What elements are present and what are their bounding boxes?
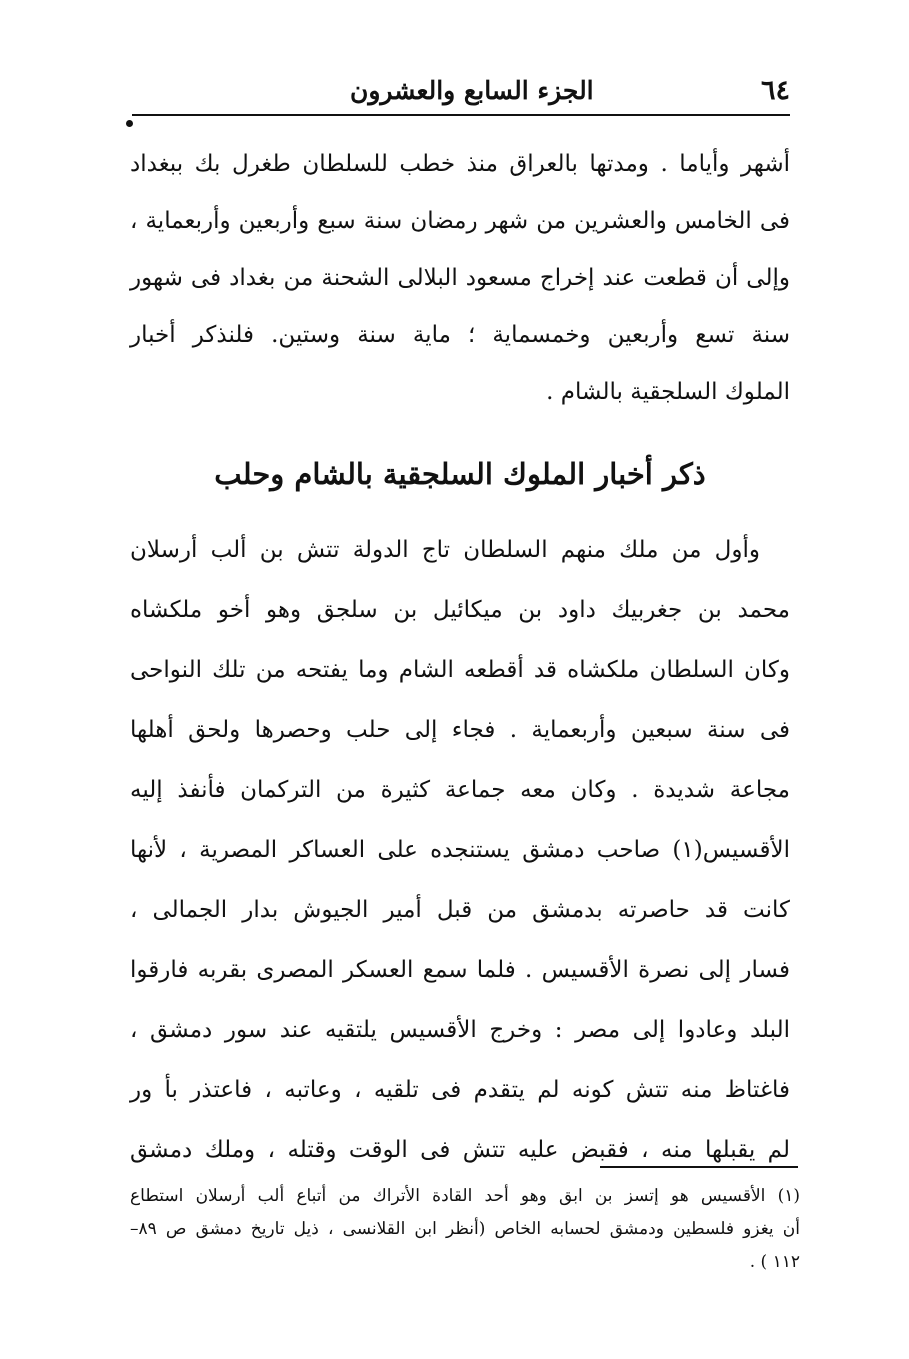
running-head-title: الجزء السابع والعشرون — [350, 75, 594, 105]
text-line: لم يقبلها منه ، فقبض عليه تتش فى الوقت وقتله ، وملك دمشق — [130, 1137, 790, 1163]
footnote — [130, 1180, 800, 1279]
text-line: أشهر وأياما . ومدتها بالعراق منذ خطب للسلطان طغرل بك ببغداد — [130, 151, 790, 177]
header-dot — [126, 120, 133, 127]
intro-paragraph — [130, 136, 790, 421]
footnote-line: (١) الأقسيس هو إتسز بن ابق وهو أحد القادة الأتراك من أتباع ألب أرسلان استطاع — [130, 1186, 800, 1206]
running-head — [150, 70, 790, 110]
text-line: الملوك السلجقية بالشام . — [546, 379, 790, 405]
text-line: فاغتاظ منه تتش كونه لم يتقدم فى تلقيه ، وعاتبه ، فاعتذر بأ ور — [130, 1077, 790, 1103]
text-line: وإلى أن قطعت عند إخراج مسعود البلالى الشحنة من بغداد فى شهور — [130, 265, 790, 291]
text-line: البلد وعادوا إلى مصر : وخرج الأقسيس يلتقيه عند سور دمشق ، — [130, 1017, 790, 1043]
section-heading: ذكر أخبار الملوك السلجقية بالشام وحلب — [214, 457, 706, 491]
text-line: فسار إلى نصرة الأقسيس . فلما سمع العسكر المصرى بقربه فارقوا — [130, 957, 790, 983]
text-line: مجاعة شديدة . وكان معه جماعة كثيرة من التركمان فأنفذ إليه — [130, 777, 790, 803]
text-line: وكان السلطان ملكشاه قد أقطعه الشام وما يفتحه من تلك النواحى — [130, 657, 790, 683]
text-line: فى سنة سبعين وأربعماية . فجاء إلى حلب وحصرها ولحق أهلها — [130, 717, 790, 743]
body-paragraph — [130, 520, 790, 1180]
footnote-rule — [600, 1166, 798, 1168]
text-line: سنة تسع وأربعين وخمسماية ؛ ماية سنة وستين. فلنذكر أخبار — [130, 322, 790, 348]
footnote-line: أن يغزو فلسطين ودمشق لحسابه الخاص (أنظر ابن القلانسى ، ذيل تاريخ دمشق ص ٨٩– — [130, 1219, 800, 1239]
footnote-line: ١١٢ ) . — [749, 1252, 800, 1272]
text-line: محمد بن جغربيك داود بن ميكائيل بن سلجق وهو أخو ملكشاه — [130, 597, 790, 623]
header-rule — [132, 114, 790, 116]
text-line: وأول من ملك منهم السلطان تاج الدولة تتش بن ألب أرسلان — [130, 537, 760, 563]
text-line: فى الخامس والعشرين من شهر رمضان سنة سبع وأربعين وأربعماية ، — [130, 208, 790, 234]
page-number: ٦٤ — [760, 74, 790, 106]
text-line: كانت قد حاصرته بدمشق من قبل أمير الجيوش بدار الجمالى ، — [130, 897, 790, 923]
text-line: الأقسيس(١) صاحب دمشق يستنجده على العساكر المصرية ، لأنها — [130, 837, 790, 863]
